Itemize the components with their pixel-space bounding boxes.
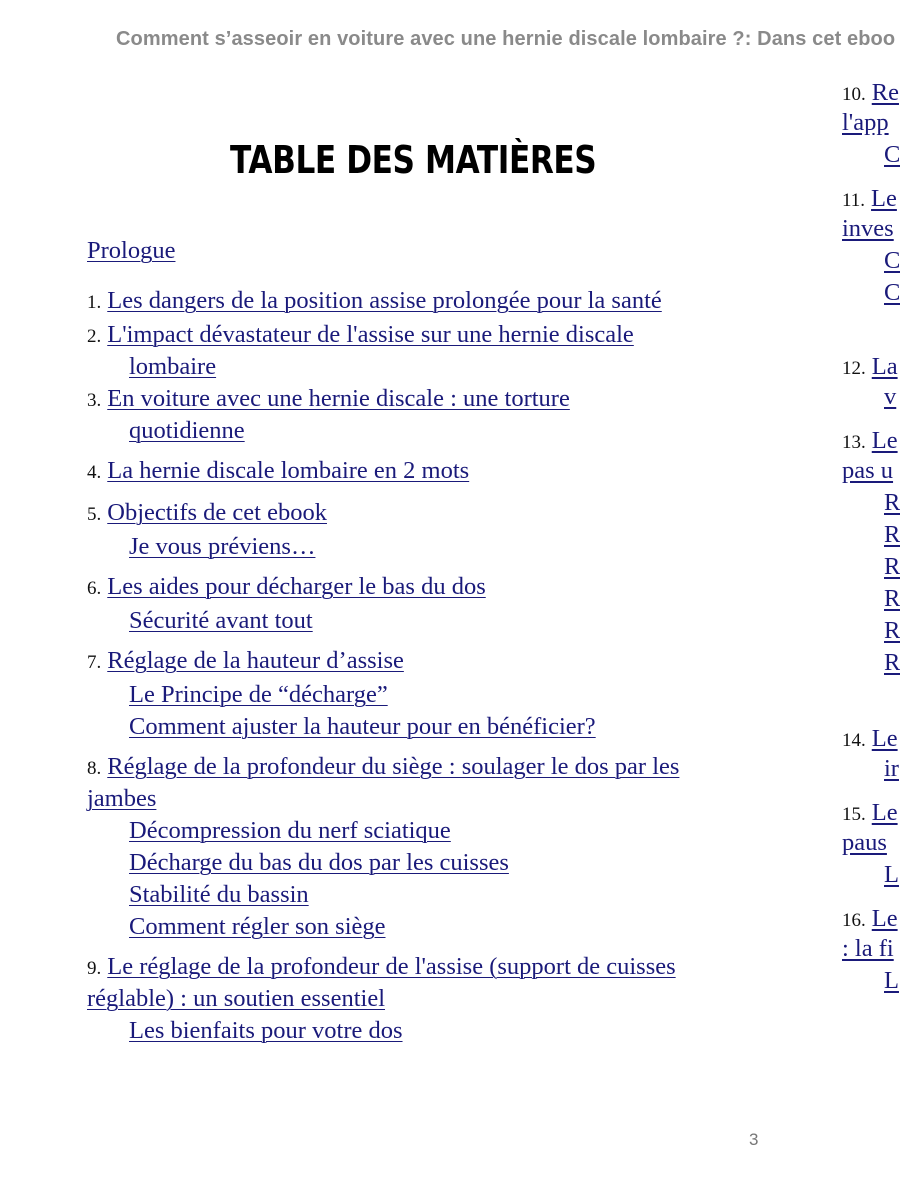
toc-entry — [87, 286, 687, 318]
toc-subentry-link[interactable]: Comment ajuster la hauteur pour en bénéficier? — [129, 713, 596, 740]
toc-subentry-link[interactable]: Stabilité du bassin — [129, 881, 309, 908]
toc-fragment-link[interactable]: : la fi — [842, 935, 894, 962]
toc-fragment-link[interactable]: R — [884, 617, 900, 644]
toc-fragment-link[interactable]: C — [884, 141, 900, 168]
toc-entry-number: 3. — [87, 390, 102, 411]
toc-subentry-link[interactable]: Décharge du bas du dos par les cuisses — [129, 849, 509, 876]
next-page-toc-fragment — [842, 78, 899, 110]
toc-fragment-link[interactable]: La — [871, 353, 898, 380]
toc-entry-link[interactable]: L'impact dévastateur de l'assise sur une hernie discale lombaire — [107, 321, 634, 380]
next-page-toc-fragment — [842, 934, 894, 964]
next-page-toc-fragment — [842, 184, 897, 216]
next-page-toc-fragment — [842, 904, 898, 936]
toc-prologue-row — [87, 236, 687, 266]
next-page-toc-fragment — [842, 828, 887, 858]
toc-entry-line — [87, 752, 687, 814]
toc-entry-link[interactable]: Réglage de la profondeur du siège : soulager le dos par les jambes — [87, 753, 680, 812]
toc-entry — [87, 572, 687, 636]
toc-subentry — [87, 606, 687, 636]
toc-subentry — [87, 880, 687, 910]
toc-fragment-link[interactable]: R — [884, 585, 900, 612]
next-page-toc-fragment — [884, 584, 900, 614]
toc-entry-line — [87, 286, 687, 318]
next-page-toc-fragment — [884, 860, 899, 890]
toc-entry-link[interactable]: La hernie discale lombaire en 2 mots — [107, 457, 470, 484]
toc-entry — [87, 752, 687, 942]
toc-entry-number: 5. — [87, 504, 102, 525]
toc-fragment-link[interactable]: Le — [871, 427, 898, 454]
toc-fragment-link[interactable]: Le — [871, 799, 898, 826]
next-page-toc-fragment — [884, 648, 900, 678]
toc-subentry-link[interactable]: Sécurité avant tout — [129, 607, 313, 634]
toc-entry-link[interactable]: Les aides pour décharger le bas du dos — [107, 573, 486, 600]
toc-entry-line — [87, 572, 687, 604]
toc-subentry-link[interactable]: Le Principe de “décharge” — [129, 681, 388, 708]
toc-fragment-link[interactable]: paus — [842, 829, 887, 856]
toc-entry-number: 8. — [87, 758, 102, 779]
toc-entry-number: 11. — [842, 190, 866, 211]
next-page-toc-fragment — [884, 278, 900, 308]
next-page-toc-fragment — [884, 140, 900, 170]
toc-entry-link[interactable]: Le réglage de la profondeur de l'assise (support de cuisses réglable) : un soutien essentiel — [87, 953, 676, 1012]
toc-fragment-link[interactable]: C — [884, 279, 900, 306]
next-page-toc-fragment — [842, 108, 889, 138]
next-page-toc-fragment — [884, 520, 900, 550]
toc-entry-number: 6. — [87, 578, 102, 599]
table-of-contents — [87, 236, 687, 1048]
toc-entry-line — [87, 952, 687, 1014]
toc-subentry — [87, 680, 687, 710]
next-page-toc-fragment — [884, 754, 899, 784]
toc-heading: TABLE DES MATIÈRES — [230, 138, 597, 182]
toc-entry — [87, 456, 687, 488]
toc-entry-line — [87, 456, 687, 488]
toc-entry-number: 15. — [842, 804, 866, 825]
toc-entry-number: 2. — [87, 326, 102, 347]
toc-fragment-link[interactable]: R — [884, 553, 900, 580]
toc-entry-link[interactable]: En voiture avec une hernie discale : une torture quotidienne — [107, 385, 570, 444]
toc-fragment-link[interactable]: pas u — [842, 457, 894, 484]
toc-subentry — [87, 848, 687, 878]
next-page-toc-fragment — [884, 488, 900, 518]
toc-subentry — [87, 816, 687, 846]
toc-entry-number: 13. — [842, 432, 866, 453]
next-page-toc-fragment — [842, 214, 894, 244]
toc-entry-number: 4. — [87, 462, 102, 483]
toc-fragment-link[interactable]: inves — [842, 215, 894, 242]
toc-fragment-link[interactable]: Le — [871, 905, 898, 932]
toc-fragment-link[interactable]: Re — [871, 79, 899, 106]
toc-entry-number: 7. — [87, 652, 102, 673]
toc-entry — [87, 384, 687, 446]
toc-fragment-link[interactable]: R — [884, 649, 900, 676]
next-page-toc-fragment — [842, 456, 893, 486]
toc-subentry — [87, 912, 687, 942]
toc-subentry-link[interactable]: Les bienfaits pour votre dos — [129, 1017, 403, 1044]
toc-entry — [87, 646, 687, 742]
next-page-toc-fragment — [842, 352, 898, 384]
toc-entry-number: 14. — [842, 730, 866, 751]
toc-fragment-link[interactable]: ir — [884, 755, 899, 782]
next-page-toc-fragment — [842, 426, 898, 458]
page-number: 3 — [749, 1130, 759, 1149]
toc-entry — [87, 320, 687, 382]
toc-subentry-link[interactable]: Décompression du nerf sciatique — [129, 817, 451, 844]
next-page-toc-fragment — [884, 616, 900, 646]
toc-fragment-link[interactable]: Le — [871, 725, 898, 752]
next-page-toc-fragment — [884, 246, 900, 276]
toc-link-prologue[interactable]: Prologue — [87, 237, 176, 264]
toc-subentry-link[interactable]: Comment régler son siège — [129, 913, 386, 940]
toc-subentry — [87, 532, 687, 562]
toc-fragment-link[interactable]: C — [884, 247, 900, 274]
book-title-header: Comment s’asseoir en voiture avec une hernie discale lombaire ?: Dans cet eboo — [116, 28, 896, 50]
toc-entry-line — [87, 646, 687, 678]
toc-subentry-link[interactable]: Je vous préviens… — [129, 533, 316, 560]
toc-subentry — [87, 1016, 687, 1046]
toc-entry-link[interactable]: Réglage de la hauteur d’assise — [107, 647, 404, 674]
toc-entry-link[interactable]: Objectifs de cet ebook — [107, 499, 327, 526]
toc-entry-number: 16. — [842, 910, 866, 931]
next-page-toc-fragment — [842, 724, 898, 756]
toc-fragment-link[interactable]: R — [884, 521, 900, 548]
toc-entries — [87, 286, 687, 1046]
toc-fragment-link[interactable]: R — [884, 489, 900, 516]
toc-entry — [87, 952, 687, 1046]
toc-entry-number: 1. — [87, 292, 102, 313]
next-page-toc-fragment — [884, 966, 899, 996]
toc-entry-line — [87, 320, 687, 382]
toc-entry-number: 9. — [87, 958, 102, 979]
toc-entry-line — [87, 384, 687, 446]
toc-fragment-link[interactable]: Le — [871, 185, 897, 212]
toc-fragment-link[interactable]: L — [884, 861, 899, 888]
toc-entry — [87, 498, 687, 562]
toc-entry-number: 10. — [842, 84, 866, 105]
toc-entry-number: 12. — [842, 358, 866, 379]
toc-entry-link[interactable]: Les dangers de la position assise prolongée pour la santé — [107, 287, 662, 314]
toc-entry-line — [87, 498, 687, 530]
next-page-toc-fragment — [884, 552, 900, 582]
next-page-toc-fragment — [884, 382, 896, 412]
toc-fragment-link[interactable]: l'app — [842, 109, 889, 136]
toc-subentry — [87, 712, 687, 742]
toc-fragment-link[interactable]: L — [884, 967, 899, 994]
toc-fragment-link[interactable]: v — [884, 383, 897, 410]
next-page-toc-fragment — [842, 798, 898, 830]
